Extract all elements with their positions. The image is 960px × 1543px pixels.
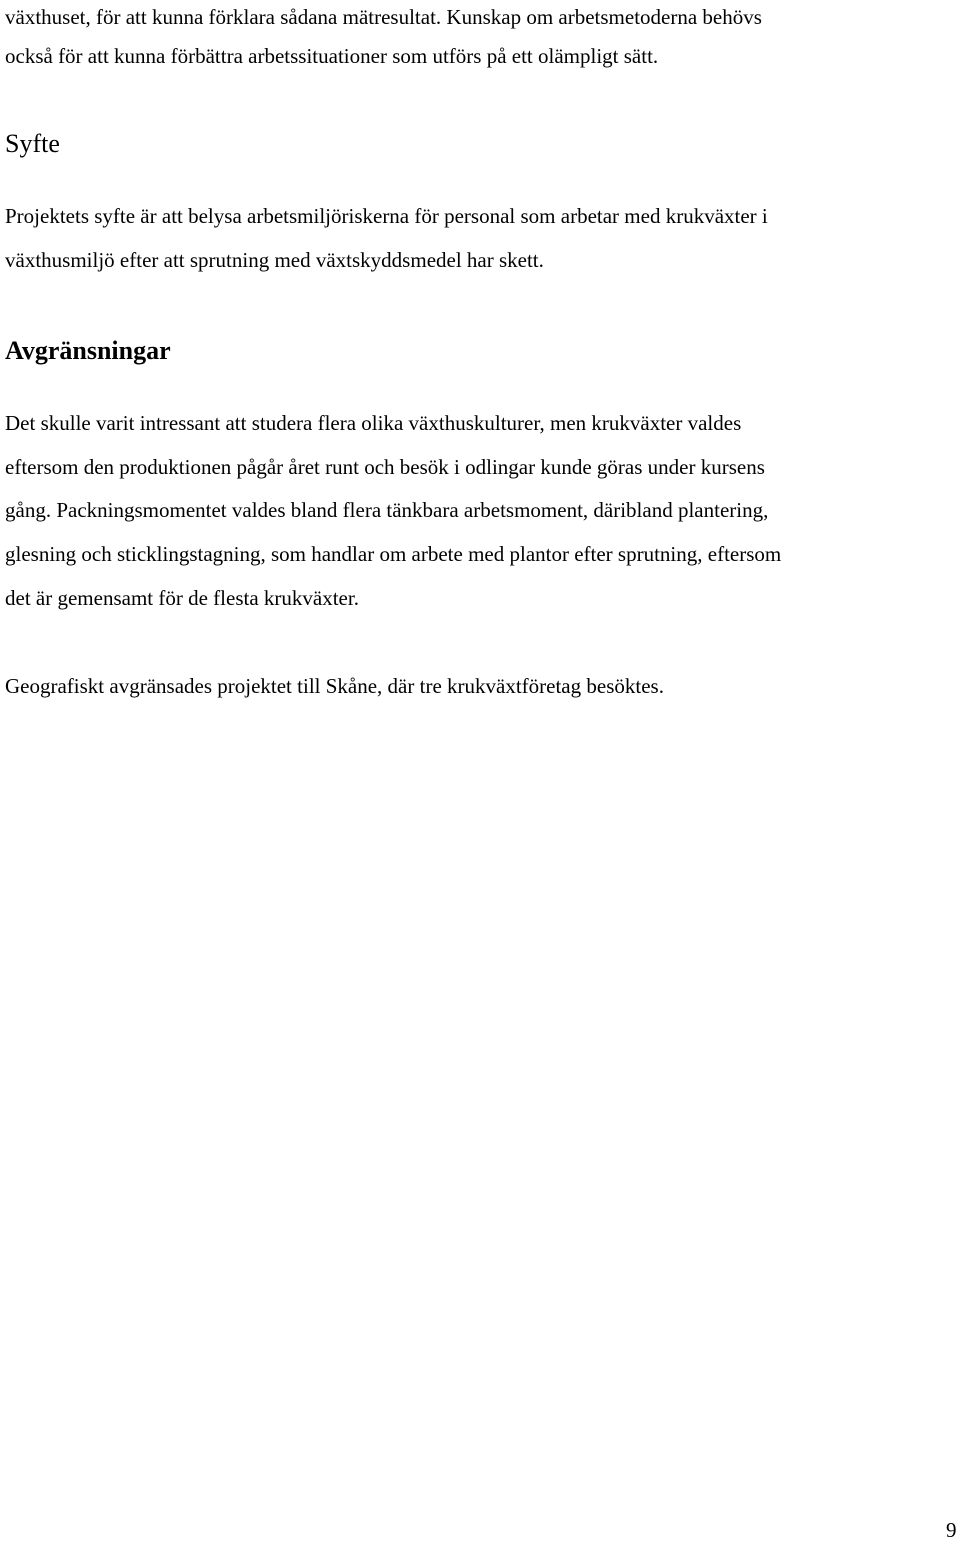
avgransningar-paragraph-2: Geografiskt avgränsades projektet till Skåne, där tre krukväxtföretag besöktes. [5,674,664,698]
section-heading-avgransningar: Avgränsningar [5,336,171,365]
page-number: 9 [946,1518,957,1542]
avgransningar-line-5: det är gemensamt för de flesta krukväxter. [5,586,359,610]
avgransningar-line-3: gång. Packningsmomentet valdes bland flera tänkbara arbetsmoment, däribland plantering, [5,498,769,522]
intro-line-1: växthuset, för att kunna förklara sådana mätresultat. Kunskap om arbetsmetoderna behövs [5,5,762,29]
intro-line-2: också för att kunna förbättra arbetssituationer som utförs på ett olämpligt sätt. [5,44,659,68]
syfte-line-1: Projektets syfte är att belysa arbetsmiljöriskerna för personal som arbetar med krukväxter i [5,204,768,228]
avgransningar-line-4: glesning och sticklingstagning, som handlar om arbete med plantor efter sprutning, eftersom [5,542,782,566]
avgransningar-line-1: Det skulle varit intressant att studera flera olika växthuskulturer, men krukväxter valdes [5,411,742,435]
avgransningar-line-2: eftersom den produktionen pågår året runt och besök i odlingar kunde göras under kursens [5,455,765,479]
section-heading-syfte: Syfte [5,129,60,158]
syfte-line-2: växthusmiljö efter att sprutning med växtskyddsmedel har skett. [5,248,544,272]
